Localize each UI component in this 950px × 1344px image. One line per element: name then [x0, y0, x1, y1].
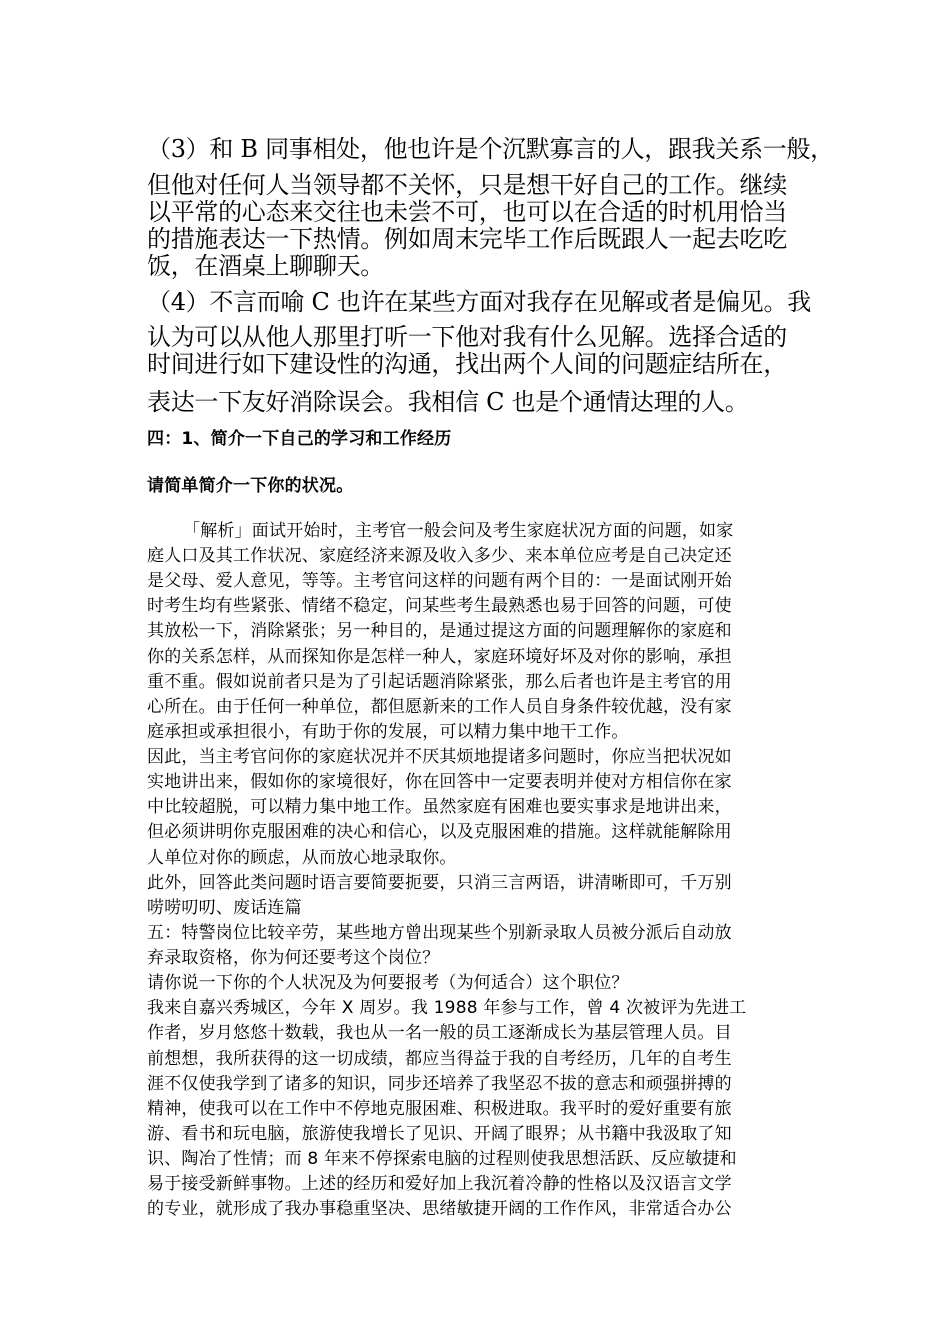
answer-line-3: 前想想，我所获得的这一切成绩，都应当得益于我的自考经历，几年的自考生 — [147, 1049, 732, 1069]
analysis-line-7: 重不重。假如说前者只是为了引起话题消除紧张，那么后者也许是主考官的用 — [147, 672, 732, 692]
analysis-line-5: 其放松一下，消除紧张；另一种目的，是通过提这方面的问题理解你的家庭和 — [147, 621, 732, 641]
answer-line-9: 的专业，就形成了我办事稳重坚决、思绪敏捷开阔的工作作风，非常适合办公 — [147, 1199, 732, 1219]
analysis-line-8: 心所在。由于任何一种单位，都但愿新来的工作人员自身条件较优越，没有家 — [147, 697, 732, 717]
analysis-line-1: 「解析」面试开始时，主考官一般会问及考生家庭状况方面的问题，如家 — [183, 521, 734, 541]
analysis-line-6: 你的关系怎样，从而探知你是怎样一种人，家庭环境好坏及对你的影响，承担 — [147, 647, 732, 667]
section-5-line-2: 弃录取资格，你为何还要考这个岗位？ — [147, 948, 440, 968]
additionally-line-1: 此外，回答此类问题时语言要简要扼要，只消三言两语，讲清晰即可，千万别 — [147, 873, 732, 893]
paragraph-4-line-4: 表达一下友好消除误会。我相信 C 也是个通情达理的人。 — [147, 388, 749, 416]
paragraph-3-line-2: 但他对任何人当领导都不关怀，只是想干好自己的工作。继续 — [147, 171, 787, 199]
answer-line-7: 识、陶冶了性情；而 8 年来不停探索电脑的过程则使我思想活跃、反应敏捷和 — [147, 1149, 737, 1169]
therefore-line-5: 人单位对你的顾虑，从而放心地录取你。 — [147, 848, 457, 868]
answer-line-2: 作者，岁月悠悠十数载，我也从一名一般的员工逐渐成长为基层管理人员。目 — [147, 1023, 732, 1043]
therefore-line-3: 中比较超脱，可以精力集中地工作。虽然家庭有困难也要实事求是地讲出来， — [147, 797, 732, 817]
therefore-line-2: 实地讲出来，假如你的家境很好，你在回答中一定要表明并使对方相信你在家 — [147, 772, 732, 792]
answer-line-5: 精神，使我可以在工作中不停地克服困难、积极进取。我平时的爱好重要有旅 — [147, 1099, 732, 1119]
paragraph-3-line-1: （3）和 B 同事相处，他也许是个沉默寡言的人，跟我关系一般， — [147, 135, 834, 163]
answer-line-4: 涯不仅使我学到了诸多的知识，同步还培养了我坚忍不拔的意志和顽强拼搏的 — [147, 1074, 732, 1094]
question-intro: 请简单简介一下你的状况。 — [147, 476, 354, 496]
analysis-line-3: 是父母、爱人意见，等等。主考官问这样的问题有两个目的：一是面试刚开始 — [147, 571, 732, 591]
paragraph-3-line-3: 以平常的心态来交往也未尝不可，也可以在合适的时机用恰当 — [147, 198, 787, 226]
additionally-line-2: 唠唠叨叨、废话连篇 — [147, 898, 302, 918]
answer-line-8: 易于接受新鲜事物。上述的经历和爱好加上我沉着冷静的性格以及汉语言文学 — [147, 1174, 732, 1194]
section-4-heading: 四：1、简介一下自己的学习和工作经历 — [147, 429, 452, 449]
analysis-line-4: 时考生均有些紧张、情绪不稳定，问某些考生最熟悉也易于回答的问题，可使 — [147, 596, 732, 616]
answer-line-1: 我来自嘉兴秀城区，今年 X 周岁。我 1988 年参与工作，曾 4 次被评为先进工 — [147, 998, 747, 1018]
therefore-line-4: 但必须讲明你克服困难的决心和信心，以及克服困难的措施。这样就能解除用 — [147, 822, 732, 842]
section-5-question: 请你说一下你的个人状况及为何要报考（为何适合）这个职位？ — [147, 973, 629, 993]
paragraph-4-line-1: （4）不言而喻 C 也许在某些方面对我存在见解或者是偏见。我 — [147, 288, 811, 316]
paragraph-4-line-2: 认为可以从他人那里打听一下他对我有什么见解。选择合适的 — [147, 323, 787, 351]
answer-line-6: 游、看书和玩电脑，旅游使我增长了见识、开阔了眼界；从书籍中我汲取了知 — [147, 1124, 732, 1144]
therefore-line-1: 因此，当主考官问你的家庭状况并不厌其烦地提诸多问题时，你应当把状况如 — [147, 747, 732, 767]
analysis-line-9: 庭承担或承担很小，有助于你的发展，可以精力集中地干工作。 — [147, 722, 629, 742]
section-5-line-1: 五：特警岗位比较辛劳，某些地方曾出现某些个别新录取人员被分派后自动放 — [147, 923, 732, 943]
paragraph-3-line-4: 的措施表达一下热情。例如周末完毕工作后既跟人一起去吃吃 — [147, 225, 787, 253]
paragraph-3-line-5: 饭，在酒桌上聊聊天。 — [147, 252, 384, 280]
analysis-line-2: 庭人口及其工作状况、家庭经济来源及收入多少、来本单位应考是自己决定还 — [147, 546, 732, 566]
paragraph-4-line-3: 时间进行如下建设性的沟通，找出两个人间的问题症结所在， — [147, 350, 787, 378]
